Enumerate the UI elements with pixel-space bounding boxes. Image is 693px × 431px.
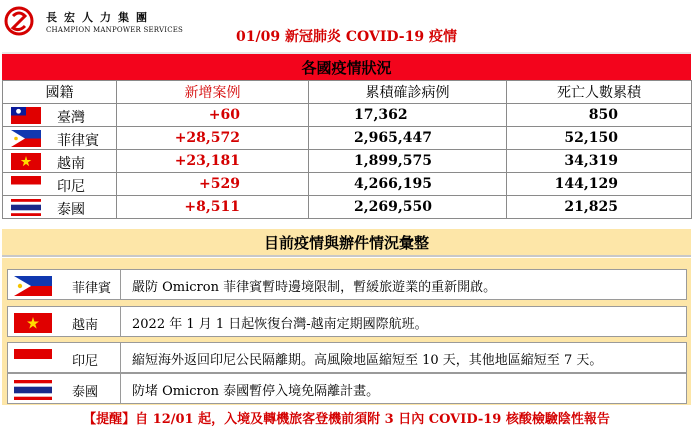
- cumulative-value: 2,269,550: [309, 196, 507, 219]
- vietnam-flag-icon: [11, 153, 41, 170]
- header-new-cases: 新增案例: [117, 81, 309, 104]
- deaths-value: 850: [507, 104, 692, 127]
- cumulative-value: 1,899,575: [309, 150, 507, 173]
- note-text: 縮短海外返回印尼公民隔離期。高風險地區縮短至 10 天，其他地區縮短至 7 天。: [132, 353, 603, 368]
- new-cases-value: +529: [117, 173, 309, 196]
- deaths-value: 144,129: [507, 173, 692, 196]
- header-deaths: 死亡人數累積: [507, 81, 692, 104]
- note-text: 2022 年 1 月 1 日起恢復台灣-越南定期國際航班。: [132, 317, 428, 332]
- note-row: [7, 342, 687, 373]
- note-flag-cell: [8, 374, 121, 403]
- section-title-country-status: 各國疫情狀況: [2, 52, 691, 80]
- country-cell: [3, 150, 117, 173]
- table-row: [3, 127, 692, 150]
- thailand-flag-icon: [11, 199, 41, 216]
- philippines-flag-icon: [11, 130, 41, 147]
- vietnam-flag-icon: [14, 313, 52, 333]
- note-country-name: 印尼: [72, 354, 99, 369]
- country-cell: [3, 173, 117, 196]
- country-name: 印尼: [57, 179, 85, 195]
- indonesia-flag-icon: [14, 349, 52, 369]
- note-country-name: 泰國: [72, 385, 99, 400]
- company-name-zh: 長宏人力集團: [46, 11, 154, 24]
- company-name-en: CHAMPION MANPOWER SERVICES: [46, 26, 184, 34]
- table-row: [3, 173, 692, 196]
- deaths-value: 21,825: [507, 196, 692, 219]
- deaths-value: 34,319: [507, 150, 692, 173]
- country-name: 菲律賓: [57, 133, 99, 149]
- cumulative-value: 17,362: [309, 104, 507, 127]
- note-text: 防堵 Omicron 泰國暫停入境免隔離計畫。: [132, 384, 380, 399]
- note-row: [7, 373, 687, 404]
- section-title-summary: 目前疫情與辦件情況彙整: [2, 229, 691, 257]
- note-row: [7, 306, 687, 337]
- table-row: [3, 150, 692, 173]
- philippines-flag-icon: [14, 276, 52, 296]
- note-flag-cell: [8, 270, 121, 299]
- cumulative-value: 2,965,447: [309, 127, 507, 150]
- country-name: 臺灣: [57, 110, 85, 126]
- country-name: 泰國: [57, 202, 85, 218]
- header-cumulative: 累積確診病例: [309, 81, 507, 104]
- taiwan-flag-icon: [11, 107, 41, 124]
- header-nationality: 國籍: [3, 81, 117, 104]
- new-cases-value: +28,572: [117, 127, 309, 150]
- table-header-row: [3, 81, 692, 104]
- table-row: [3, 104, 692, 127]
- new-cases-value: +8,511: [117, 196, 309, 219]
- note-flag-cell: [8, 343, 121, 372]
- indonesia-flag-icon: [11, 176, 41, 193]
- reminder-text: 【提醒】自 12/01 起，入境及轉機旅客登機前須附 3 日內 COVID-19 核酸檢驗陰性報告: [83, 412, 610, 427]
- note-text: 嚴防 Omicron 菲律賓暫時邊境限制，暫緩旅遊業的重新開啟。: [132, 280, 497, 295]
- note-country-name: 菲律賓: [72, 281, 112, 296]
- note-country-name: 越南: [72, 318, 99, 333]
- table-row: [3, 196, 692, 219]
- new-cases-value: +23,181: [117, 150, 309, 173]
- note-flag-cell: [8, 307, 121, 336]
- cumulative-value: 4,266,195: [309, 173, 507, 196]
- note-row: [7, 269, 687, 300]
- notes-panel: [2, 258, 691, 405]
- country-name: 越南: [57, 156, 85, 172]
- page-title: 01/09 新冠肺炎 COVID-19 疫情: [236, 29, 457, 45]
- new-cases-value: +60: [117, 104, 309, 127]
- country-cell: [3, 196, 117, 219]
- deaths-value: 52,150: [507, 127, 692, 150]
- country-cell: [3, 127, 117, 150]
- country-cell: [3, 104, 117, 127]
- covid-stats-table: [2, 80, 692, 219]
- thailand-flag-icon: [14, 380, 52, 400]
